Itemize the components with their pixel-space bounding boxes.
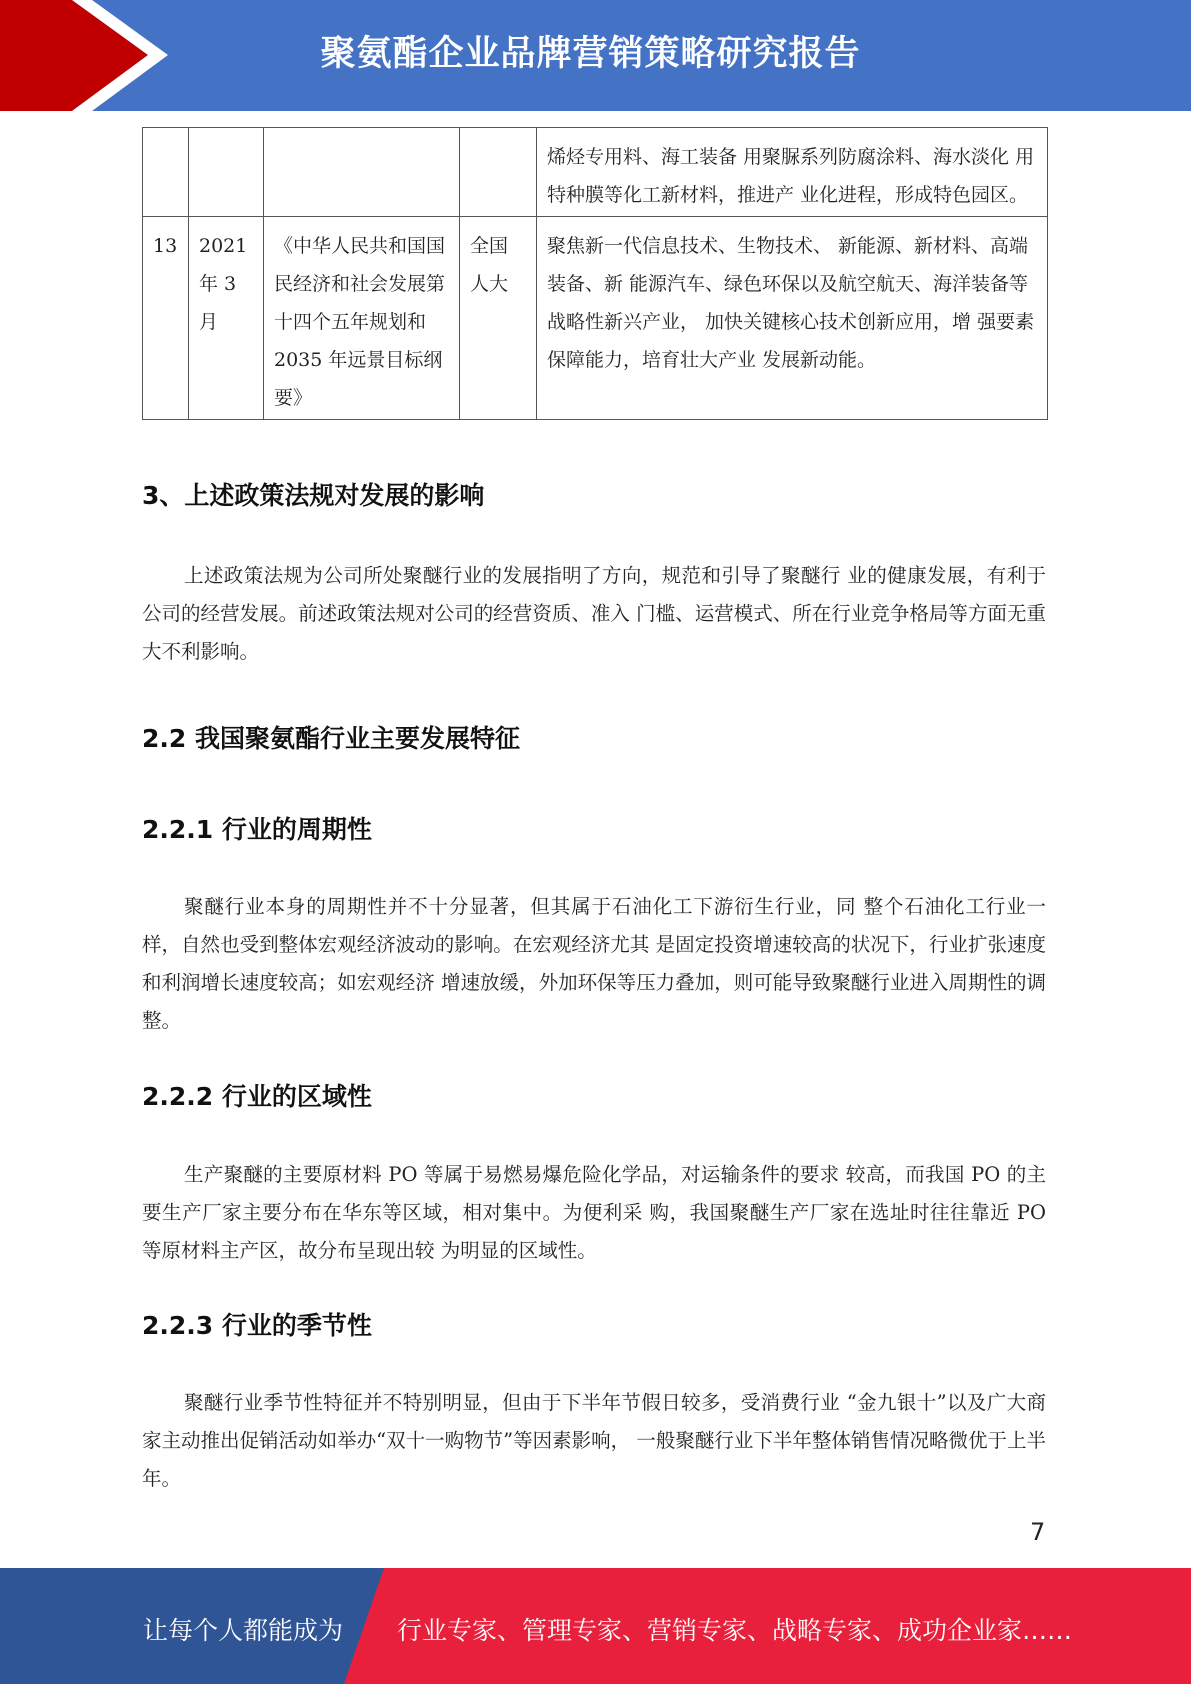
- table-row: [143, 128, 1048, 217]
- section-paragraph: 聚醚行业本身的周期性并不十分显著，但其属于石油化工下游衍生行业，同 整个石油化工行业一样，自然也受到整体宏观经济波动的影响。在宏观经济尤其 是固定投资增速较高的状况下，行业扩张速度和利润增长速度较高；如宏观经济 增速放缓，外加环保等压力叠加，则可能导致聚醚行业进入周期性的调整。: [142, 895, 1046, 1032]
- cell-issuer: [460, 128, 537, 217]
- page-footer: [0, 1568, 1191, 1684]
- section-heading: 2.2 我国聚氨酯行业主要发展特征: [142, 724, 520, 753]
- report-title: 聚氨酯企业品牌营销策略研究报告: [320, 34, 861, 74]
- section-heading: 2.2.1 行业的周期性: [142, 815, 372, 844]
- page-header: [0, 0, 1191, 111]
- cell-name: [264, 128, 460, 217]
- footer-tagline: 行业专家、管理专家、营销专家、战略专家、成功企业家……: [397, 1616, 1073, 1645]
- cell-issuer: 全国人大: [460, 217, 537, 420]
- cell-date: 2021 年 3 月: [189, 217, 264, 420]
- cell-content: 烯烃专用料、海工装备 用聚脲系列防腐涂料、海水淡化 用特种膜等化工新材料，推进产 业化进程，形成特色园区。: [537, 128, 1048, 217]
- section-heading: 3、上述政策法规对发展的影响: [142, 481, 485, 510]
- page-number: 7: [1030, 1518, 1046, 1546]
- cell-no: 13: [143, 217, 189, 420]
- section-paragraph: 生产聚醚的主要原材料 PO 等属于易燃易爆危险化学品，对运输条件的要求 较高，而我国 PO 的主要生产厂家主要分布在华东等区域，相对集中。为便利采 购，我国聚醚生产厂家在选址时往往靠近 PO 等原材料主产区，故分布呈现出较 为明显的区域性。: [142, 1163, 1046, 1262]
- cell-date: [189, 128, 264, 217]
- cell-content: 聚焦新一代信息技术、生物技术、 新能源、新材料、高端装备、新 能源汽车、绿色环保以及航空航天、海洋装备等战略性新兴产业， 加快关键核心技术创新应用，增 强要素保障能力，培育壮大产业 发展新动能。: [537, 217, 1048, 420]
- section-heading: 2.2.2 行业的区域性: [142, 1082, 372, 1111]
- section-heading: 2.2.3 行业的季节性: [142, 1311, 372, 1340]
- table-row: [143, 217, 1048, 420]
- cell-name: 《中华人民共和国国民经济和社会发展第十四个五年规划和 2035 年远景目标纲要》: [264, 217, 460, 420]
- section-paragraph: 上述政策法规为公司所处聚醚行业的发展指明了方向，规范和引导了聚醚行 业的健康发展，有利于公司的经营发展。前述政策法规对公司的经营资质、准入 门槛、运营模式、所在行业竞争格局等方面无重大不利影响。: [142, 564, 1046, 663]
- section-paragraph: 聚醚行业季节性特征并不特别明显，但由于下半年节假日较多，受消费行业 “金九银十”以及广大商家主动推出促销活动如举办“双十一购物节”等因素影响， 一般聚醚行业下半年整体销售情况略微优于上半年。: [142, 1391, 1046, 1490]
- footer-slogan: 让每个人都能成为: [143, 1616, 344, 1645]
- cell-no: [143, 128, 189, 217]
- policy-table: [142, 127, 1048, 420]
